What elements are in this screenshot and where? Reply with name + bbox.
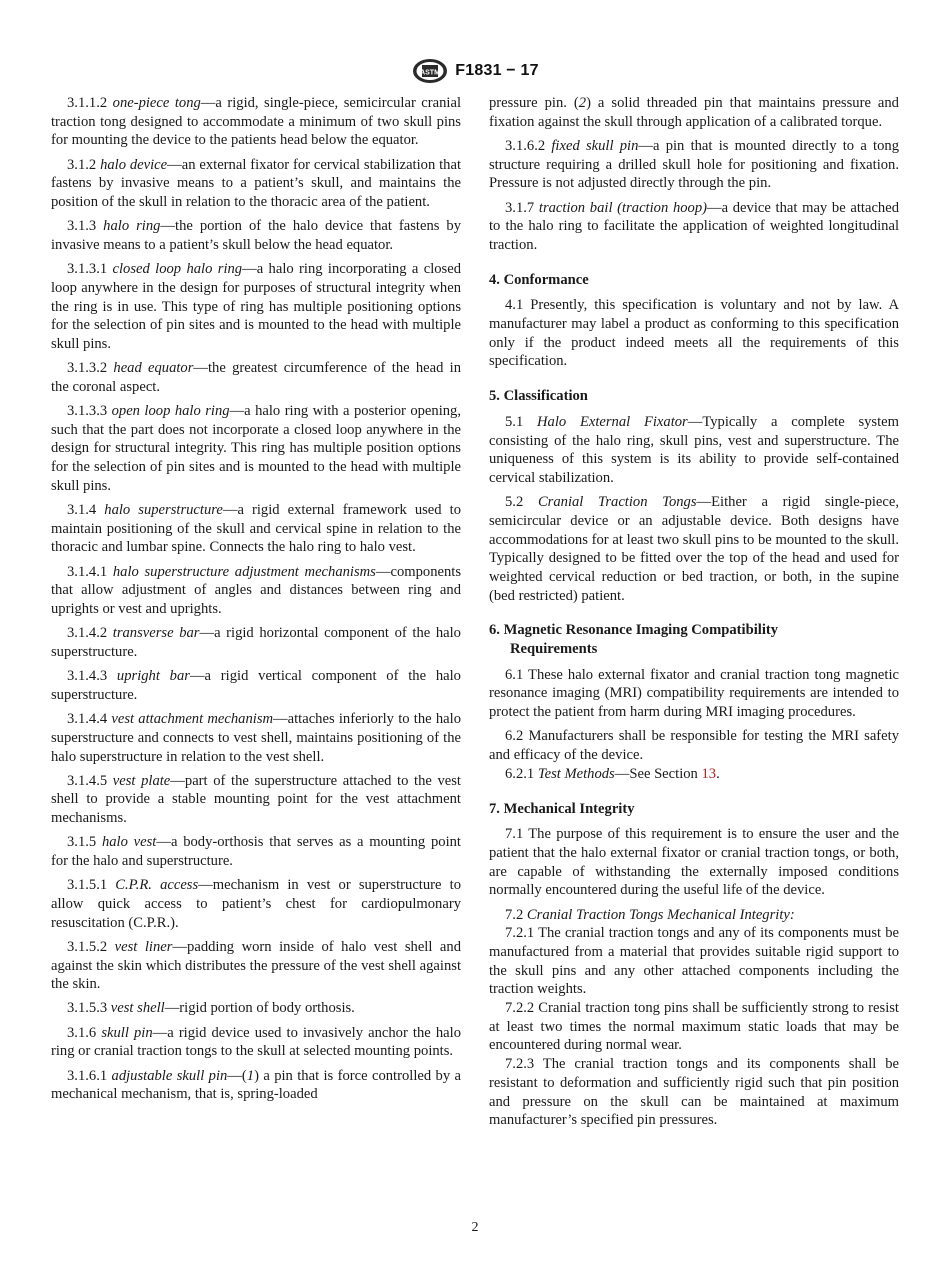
clause-6-2: 6.2 Manufacturers shall be responsible for testing the MRI safety and efficacy of the device. [489,728,899,764]
definition-3-1-4-5: 3.1.4.5 vest plate—part of the superstructure attached to the vest shell to provide a stable mounting point for the vest attachment mechanisms. [51,772,461,827]
definition-3-1-6-1-continued: pressure pin. (2) a solid threaded pin that maintains pressure and fixation against the skull through application of a calibrated torque. [489,95,899,130]
page-number: 2 [471,1220,479,1235]
definition-3-1-6-1: 3.1.6.1 adjustable skull pin—(1) a pin that is force controlled by a mechanical mechanism, that is, spring-loaded [51,1067,461,1103]
definition-3-1-4-4: 3.1.4.4 vest attachment mechanism—attaches inferiorly to the halo superstructure and connects to vest shell, maintains positioning of the halo superstructure in relation to the vest shell. [51,711,461,765]
clause-7-2-3: 7.2.3 The cranial traction tongs and its components shall be resistant to deformation and sufficiently rigid such that pin position and pressure on the skull can be maintained at maximum manufacturer’s specified pin pressures. [489,1056,899,1129]
section-heading-classification: 5. Classification [489,388,588,405]
definition-3-1-5-3: 3.1.5.3 vest shell—rigid portion of body orthosis. [67,1000,355,1017]
clause-7-2-1: 7.2.1 The cranial traction tongs and any of its components must be manufactured from a material that provides suitable rigid support to the skull pins and any other attached components including the traction weights. [489,925,900,998]
clause-6-1: 6.1 These halo external fixator and cranial traction tong magnetic resonance imaging (MRI) compatibility requirements are intended to protect the patient from harm during MRI imaging procedures. [489,666,899,721]
definition-3-1-4-3: 3.1.4.3 upright bar—a rigid vertical component of the halo superstructure. [51,668,461,703]
clause-5-2: 5.2 Cranial Traction Tongs—Either a rigid single-piece, semicircular device or an adjustable device. Both designs have accommodations for at least two skull pins to be mounted to the skull. Typically designed to be fitted over the top of the head and used for weighted cervical reduction or bed traction, or both, in the supine (bed restricted) patient. [489,494,900,604]
definition-3-1-4-2: 3.1.4.2 transverse bar—a rigid horizontal component of the halo superstructure. [51,625,461,660]
standard-designation: F1831 − 17 [455,62,539,79]
clause-7-2: 7.2 Cranial Traction Tongs Mechanical Integrity: [505,906,795,923]
definition-3-1-1-2: 3.1.1.2 one-piece tong—a rigid, single-piece, semicircular cranial traction tong designed to accommodate a minimum of two skull pins for mounting the device to the patients head below the equator. [51,95,461,149]
right-column [489,94,899,1130]
page-header [0,56,950,86]
section-13-link[interactable]: 13 [701,765,717,782]
definition-3-1-3: 3.1.3 halo ring—the portion of the halo device that fastens by invasive means to a patient’s skull below the head equator. [51,218,461,253]
definition-3-1-3-2: 3.1.3.2 head equator—the greatest circumference of the head in the coronal aspect. [51,360,461,395]
definition-3-1-5: 3.1.5 halo vest—a body-orthosis that serves as a mounting point for the halo and superstructure. [51,834,461,870]
clause-4-1: 4.1 Presently, this specification is voluntary and not by law. A manufacturer may label a product as conforming to this specification only if the product indeed meets all the requirements of this specification. [489,297,899,370]
definition-3-1-6: 3.1.6 skull pin—a rigid device used to invasively anchor the halo ring or cranial traction tongs to the skull at selected mounting points. [51,1024,461,1060]
definition-3-1-2: 3.1.2 halo device—an external fixator for cervical stabilization that fastens by invasive means to a patient’s skull, and maintains the position of the skull in relation to the thoracic area of the patient. [51,156,462,211]
clause-6-2-1: 6.2.1 Test Methods—See Section 13. [505,765,720,782]
definition-3-1-3-1: 3.1.3.1 closed loop halo ring—a halo ring incorporating a closed loop anywhere in the design for purposes of structural integrity when the ring is in use. This type of ring has multiple positioning options for the selection of pin sites and is mounted to the head with multiple skull pins. [51,261,462,352]
definition-3-1-5-2: 3.1.5.2 vest liner—padding worn inside of halo vest shell and against the skin which distributes the pressure of the vest shell against the skin. [51,938,461,993]
definition-3-1-3-3: 3.1.3.3 open loop halo ring—a halo ring with a posterior opening, such that the part does not incorporate a closed loop anywhere in the design for structural integrity. This ring has multiple position options for the selection of pin sites and is mounted to the head with multiple skull pins. [51,403,461,494]
section-heading-mechanical-integrity: 7. Mechanical Integrity [489,800,635,817]
clause-7-2-2: 7.2.2 Cranial traction tong pins shall be sufficiently strong to resist at least two times the normal maximum static loads that may be encountered during normal wear. [489,1000,899,1054]
section-heading-conformance: 4. Conformance [489,271,589,288]
definition-3-1-4-1: 3.1.4.1 halo superstructure adjustment mechanisms—components that allow adjustment of angles and distances between ring and uprights or vest and uprights. [51,563,461,618]
definition-3-1-6-2: 3.1.6.2 fixed skull pin—a pin that is mounted directly to a tong structure requiring a drilled skull hole for positioning and fixation. Pressure is not adjusted directly through the pin. [489,137,899,192]
logo-text: ASTM [420,69,441,77]
left-column [51,94,461,1104]
definition-3-1-7: 3.1.7 traction bail (traction hoop)—a device that may be attached to the halo ring to facilitate the application of weighted longitudinal traction. [489,199,899,253]
section-heading-mri-compatibility: 6. Magnetic Resonance Imaging Compatibility Requirements [489,622,779,658]
clause-5-1: 5.1 Halo External Fixator—Typically a complete system consisting of the halo ring, skull pins, vest and superstructure. The uniqueness of this system is its ability to provide self-contained cervical stabilization. [489,413,899,486]
astm-logo-icon [411,57,449,85]
definition-3-1-5-1: 3.1.5.1 C.P.R. access—mechanism in vest or superstructure to allow quick access to patient’s chest for cardiopulmonary resuscitation (C.P.R.). [51,877,461,931]
clause-7-1: 7.1 The purpose of this requirement is to ensure the user and the patient that the halo external fixator or cranial traction tongs, or both, are capable of withstanding the externally imposed conditions normally encountered during the useful life of the device. [489,826,899,899]
definition-3-1-4: 3.1.4 halo superstructure—a rigid external framework used to maintain positioning of the skull and cervical spine in relation to the thoracic and lumbar spine. Connects the halo ring to halo vest. [51,502,461,556]
